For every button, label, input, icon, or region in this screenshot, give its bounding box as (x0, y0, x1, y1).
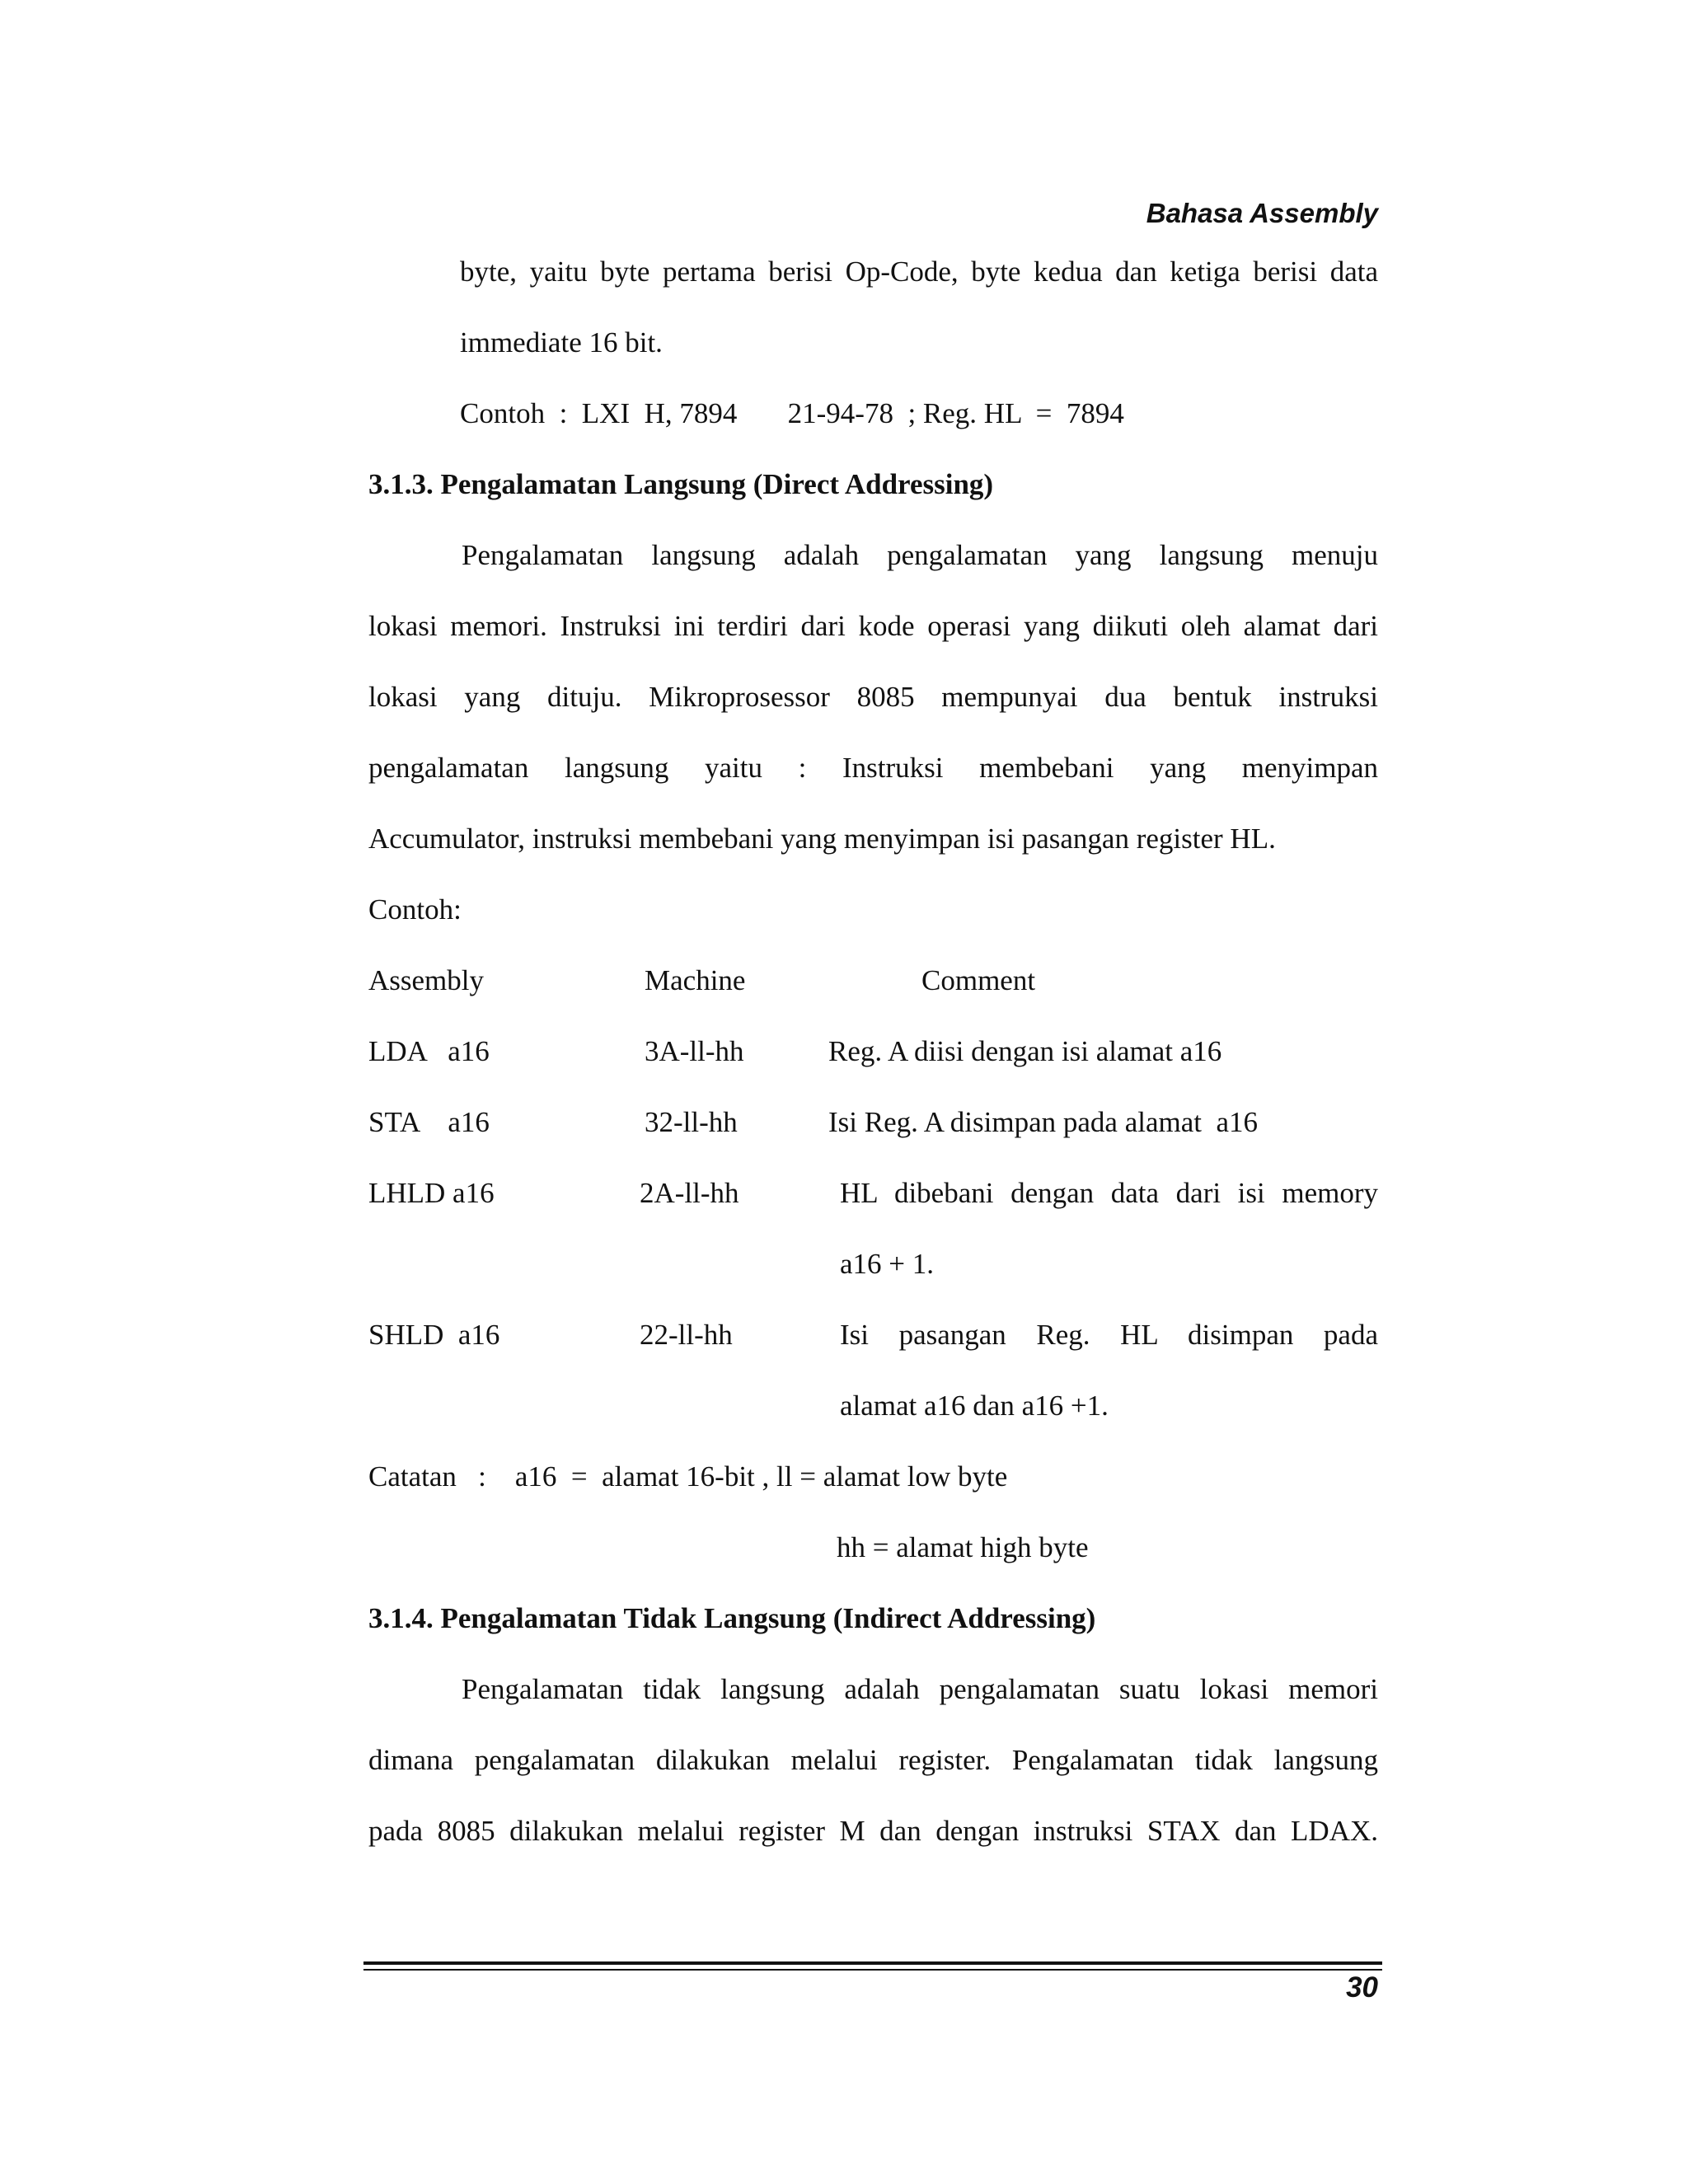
table-cell-comment: HL dibebani dengan data dari isi memory (840, 1177, 1378, 1209)
table-cell-machine: 32-ll-hh (645, 1106, 738, 1138)
table-cell-machine: 22-ll-hh (640, 1319, 733, 1351)
table-cell-comment: Isi pasangan Reg. HL disimpan pada (840, 1319, 1378, 1351)
table-header-machine: Machine (645, 964, 746, 996)
table-header-comment: Comment (921, 964, 1036, 996)
table-cell-assembly: LDA a16 (368, 1035, 490, 1067)
section-314-paragraph-line: pada 8085 dilakukan melalui register M dan dengan instruksi STAX dan LDAX. (368, 1815, 1378, 1847)
table-cell-machine: 2A-ll-hh (640, 1177, 739, 1209)
table-cell-comment-continued: a16 + 1. (840, 1248, 935, 1280)
section-313-paragraph-line: lokasi memori. Instruksi ini terdiri dari kode operasi yang diikuti oleh alamat dari (368, 610, 1378, 642)
page-number: 30 (1346, 1971, 1378, 2004)
section-314-paragraph-line: Pengalamatan tidak langsung adalah pengalamatan suatu lokasi memori (462, 1673, 1378, 1705)
footer-rule-thick (363, 1961, 1382, 1965)
intro-line-1: byte, yaitu byte pertama berisi Op-Code, byte kedua dan ketiga berisi data (460, 255, 1378, 288)
section-314-heading: 3.1.4. Pengalamatan Tidak Langsung (Indirect Addressing) (368, 1602, 1096, 1634)
section-313-paragraph-line: Accumulator, instruksi membebani yang menyimpan isi pasangan register HL. (368, 823, 1276, 855)
note-line-1: Catatan : a16 = alamat 16-bit , ll = alamat low byte (368, 1460, 1008, 1493)
table-cell-assembly: LHLD a16 (368, 1177, 495, 1209)
intro-line-2: immediate 16 bit. (460, 326, 663, 359)
section-313-paragraph-line: lokasi yang dituju. Mikroprosessor 8085 mempunyai dua bentuk instruksi (368, 681, 1378, 713)
table-cell-comment: Reg. A diisi dengan isi alamat a16 (828, 1035, 1222, 1067)
section-313-paragraph-line: Pengalamatan langsung adalah pengalamatan yang langsung menuju (462, 539, 1378, 571)
table-cell-machine: 3A-ll-hh (645, 1035, 744, 1067)
section-314-paragraph-line: dimana pengalamatan dilakukan melalui register. Pengalamatan tidak langsung (368, 1744, 1378, 1776)
footer-rule-thin (363, 1969, 1382, 1971)
table-cell-assembly: SHLD a16 (368, 1319, 500, 1351)
table-cell-comment-continued: alamat a16 dan a16 +1. (840, 1390, 1109, 1422)
note-line-2: hh = alamat high byte (837, 1531, 1089, 1563)
table-cell-assembly: STA a16 (368, 1106, 490, 1138)
table-cell-comment: Isi Reg. A disimpan pada alamat a16 (828, 1106, 1259, 1138)
table-header-assembly: Assembly (368, 964, 484, 996)
intro-example: Contoh : LXI H, 7894 21-94-78 ; Reg. HL = 7894 (460, 397, 1124, 429)
running-header: Bahasa Assembly (1146, 198, 1378, 228)
example-label: Contoh: (368, 893, 462, 926)
section-313-paragraph-line: pengalamatan langsung yaitu : Instruksi membebani yang menyimpan (368, 752, 1378, 784)
section-313-heading: 3.1.3. Pengalamatan Langsung (Direct Addressing) (368, 468, 994, 500)
